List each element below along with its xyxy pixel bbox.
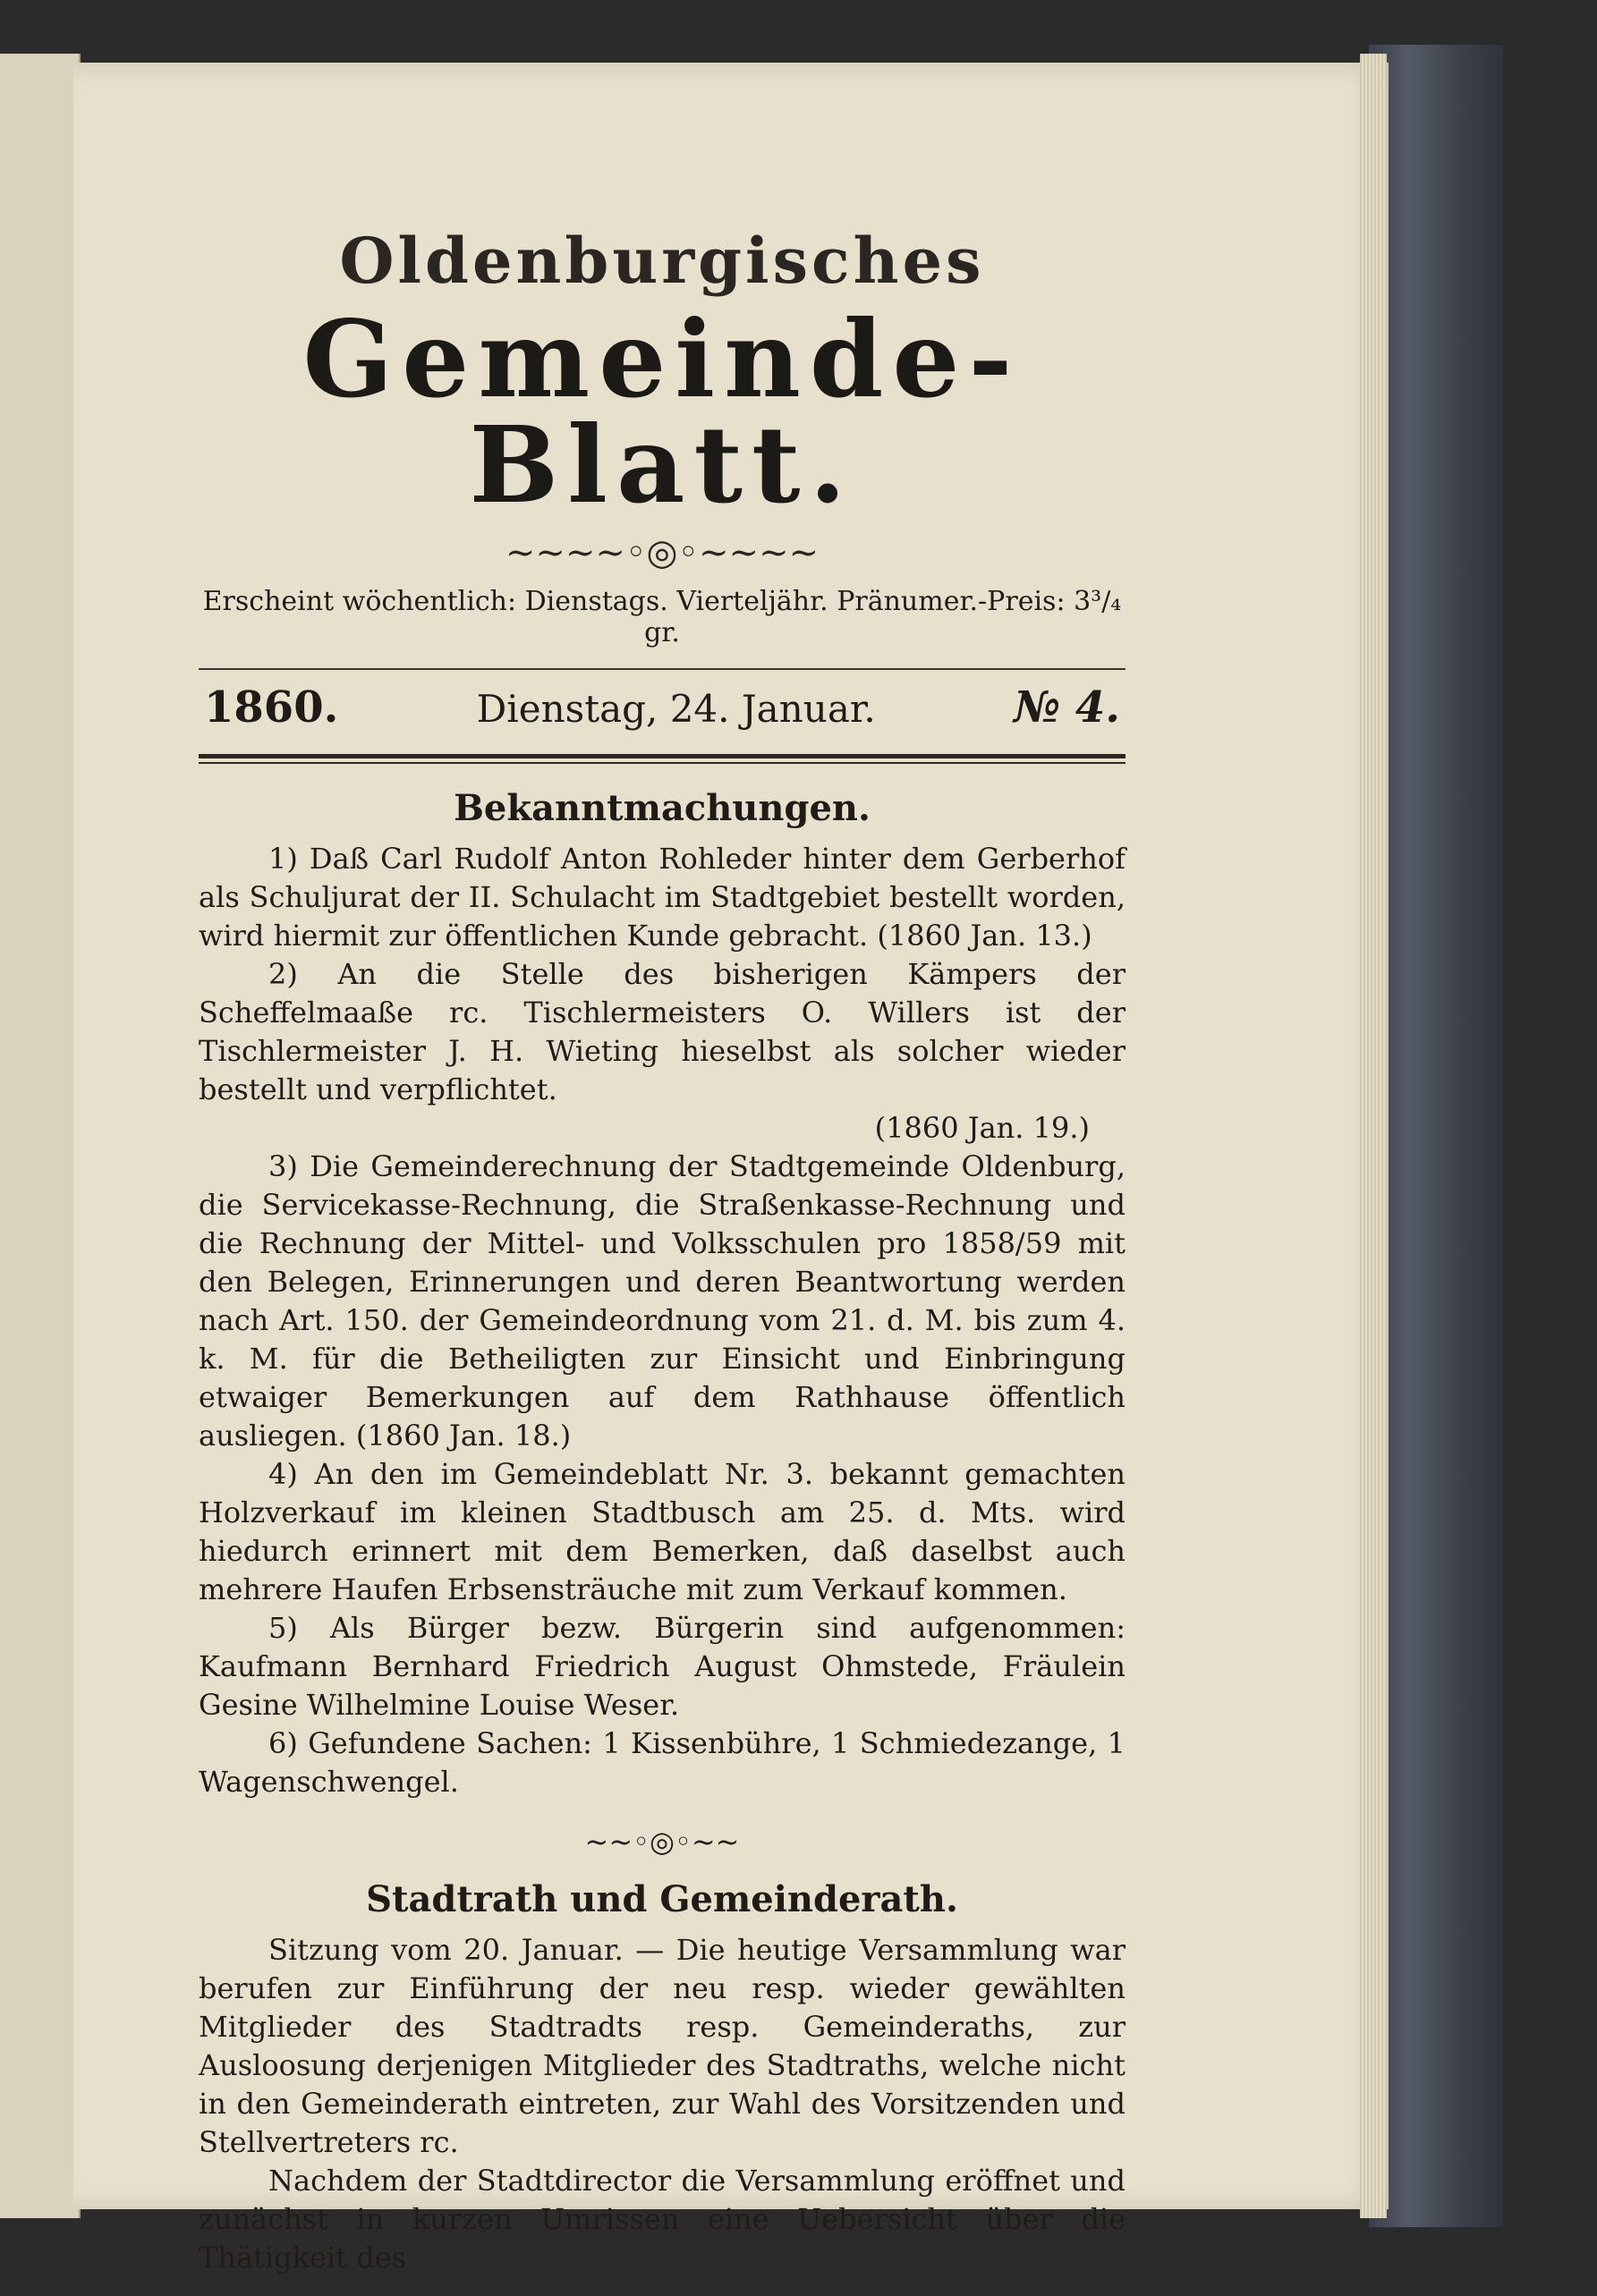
- masthead-tagline: Erscheint wöchentlich: Dienstags. Vierteljähr. Pränumer.-Preis: 3³/₄ gr.: [202, 586, 1122, 648]
- announcement-1: 1) Daß Carl Rudolf Anton Rohleder hinter dem Gerberhof als Schuljurat der II. Schulacht im Stadtgebiet bestellt worden, wird hiermit zur öffentlichen Kunde gebracht. (1860 Jan. 13.): [199, 842, 1126, 953]
- announcement-4: 4) An den im Gemeindeblatt Nr. 3. bekannt gemachten Holzverkauf im kleinen Stadtbusch am 25. d. Mts. wird hiedurch erinnert mit dem Bemerken, daß daselbst auch mehrere Haufen Erbsensträuche mit zum Verkauf kommen.: [199, 1457, 1126, 1606]
- dateline: [199, 682, 1126, 733]
- page-content: [199, 224, 1126, 2277]
- issue-number: № 4.: [1013, 682, 1120, 733]
- announcement-2: 2) An die Stelle des bisherigen Kämpers der Scheffelmaaße rc. Tischlermeisters O. Willers ist der Tischlermeister J. H. Wieting hieselbst als solcher wieder bestellt und verpflichtet.: [199, 957, 1126, 1106]
- adjacent-page-edge: [0, 54, 81, 2218]
- issue-date: Dienstag, 24. Januar.: [476, 687, 876, 731]
- section-heading-announcements: Bekanntmachungen.: [454, 787, 871, 829]
- announcement-5: 5) Als Bürger bezw. Bürgerin sind aufgenommen: Kaufmann Bernhard Friedrich August Ohmstede, Fräulein Gesine Wilhelmine Louise Weser.: [199, 1611, 1126, 1722]
- masthead-ornament: ~~~~◦◎◦~~~~: [505, 532, 820, 573]
- announcement-2-cite: (1860 Jan. 19.): [874, 1111, 1090, 1145]
- section-heading-council: Stadtrath und Gemeinderath.: [366, 1878, 958, 1920]
- section-divider: ~~◦◎◦~~: [584, 1825, 740, 1859]
- masthead-line1: Oldenburgisches: [339, 224, 985, 298]
- dateline-rule: [199, 754, 1126, 764]
- masthead-title: Gemeinde-Blatt.: [302, 297, 1022, 527]
- announcement-3: 3) Die Gemeinderechnung der Stadtgemeinde Oldenburg, die Servicekasse-Rechnung, die Straßenkasse-Rechnung und die Rechnung der Mittel- und Volksschulen pro 1858/59 mit den Belegen, Erinnerungen und deren Beantwortung werden nach Art. 150. der Gemeindeordnung vom 21. d. M. bis zum 4. k. M. für die Betheiligten zur Einsicht und Einbringung etwaiger Bemerkungen auf dem Rathhause öffentlich ausliegen. (1860 Jan. 18.): [199, 1149, 1126, 1453]
- top-rule: [199, 668, 1126, 670]
- page-stack-edge: [1360, 54, 1387, 2218]
- issue-year: 1860.: [204, 682, 339, 733]
- council-paragraph-1: Sitzung vom 20. Januar. — Die heutige Versammlung war berufen zur Einführung der neu resp. wieder gewählten Mitglieder des Stadtradts resp. Gemeinderaths, zur Ausloosung derjenigen Mitglieder des Stadtraths, welche nicht in den Gemeinderath eintreten, zur Wahl des Vorsitzenden und Stellvertreters rc.: [199, 1933, 1126, 2159]
- announcement-6: 6) Gefundene Sachen: 1 Kissenbühre, 1 Schmiedezange, 1 Wagenschwengel.: [199, 1726, 1126, 1799]
- book-cover-edge: [1369, 45, 1503, 2227]
- council-paragraph-2: Nachdem der Stadtdirector die Versammlung eröffnet und zunächst in kurzen Umrissen eine Uebersicht über die Thätigkeit des: [199, 2164, 1126, 2275]
